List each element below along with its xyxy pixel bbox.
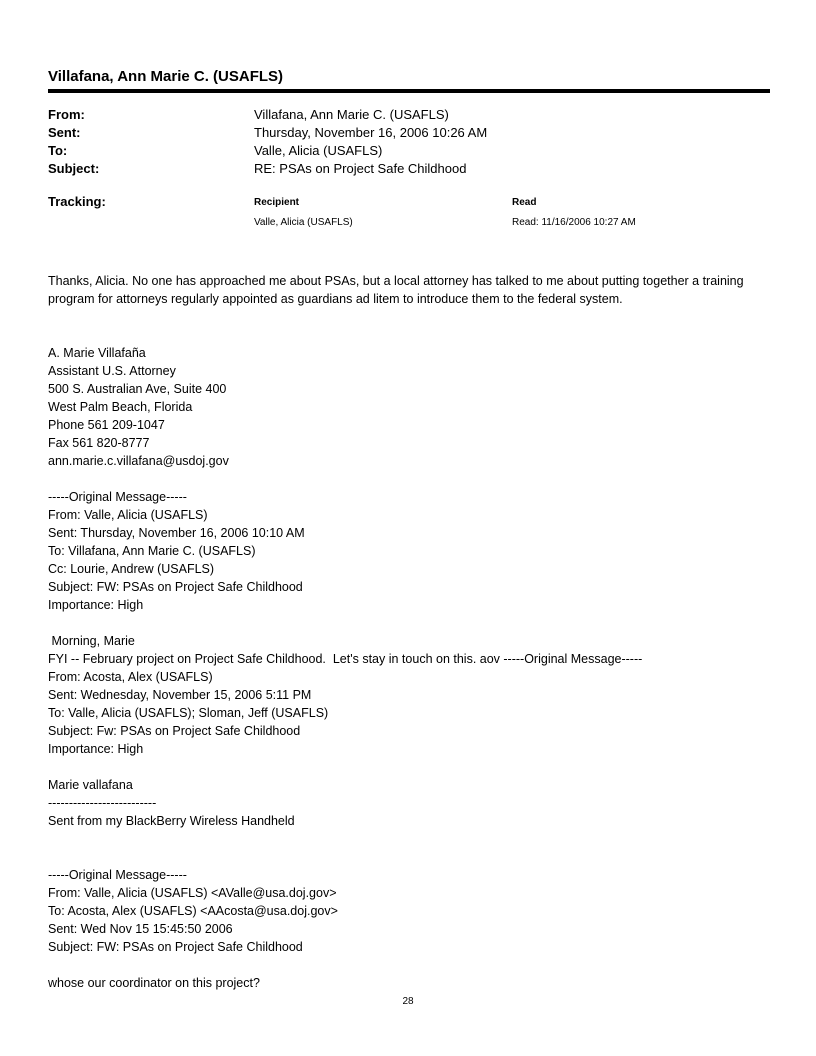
meta-label: Sent: [48, 125, 81, 140]
message-line: To: Acosta, Alex (USAFLS) <AAcosta@usa.doj.gov> [48, 904, 338, 918]
message-line: Sent: Wed Nov 15 15:45:50 2006 [48, 922, 233, 936]
page-number: 28 [402, 996, 414, 1007]
recipient-column-header: Recipient [254, 196, 300, 208]
tracking-row [254, 212, 712, 232]
read-column-header: Read [512, 196, 537, 208]
message-line: FYI -- February project on Project Safe Childhood. Let's stay in touch on this. aov -----Original Message----- [48, 652, 643, 666]
page-title: Villafana, Ann Marie C. (USAFLS) [48, 68, 284, 85]
message-line: Sent from my BlackBerry Wireless Handheld [48, 814, 295, 828]
message-line: -----Original Message----- [48, 490, 187, 504]
message-line: -------------------------- [48, 796, 157, 810]
message-line: Sent: Thursday, November 16, 2006 10:10 AM [48, 526, 305, 540]
message-line: Subject: FW: PSAs on Project Safe Childhood [48, 580, 303, 594]
signature-line: Phone 561 209-1047 [48, 418, 165, 432]
message-line: Subject: FW: PSAs on Project Safe Childhood [48, 940, 303, 954]
signature-line: 500 S. Australian Ave, Suite 400 [48, 382, 227, 396]
email-header [48, 68, 770, 93]
original-message-1 [48, 488, 770, 614]
message-line: Importance: High [48, 598, 144, 612]
message-line: Sent: Wednesday, November 15, 2006 5:11 PM [48, 688, 312, 702]
meta-value: RE: PSAs on Project Safe Childhood [254, 161, 467, 176]
message-line: From: Valle, Alicia (USAFLS) <AValle@usa.doj.gov> [48, 886, 337, 900]
intro-paragraph: Thanks, Alicia. No one has approached me about PSAs, but a local attorney has talked to me about putting together a training program for attorneys regularly appointed as guardians ad litem to introduce them to the federal system. [48, 274, 744, 306]
meta-label: Subject: [48, 161, 100, 176]
tracking-read-status: Read: 11/16/2006 10:27 AM [512, 216, 636, 228]
header-divider [48, 89, 770, 93]
tracking-recipient: Valle, Alicia (USAFLS) [254, 216, 353, 228]
signature-line: A. Marie Villafaña [48, 346, 146, 360]
meta-to [48, 142, 770, 160]
message-body [48, 272, 770, 992]
tracking-header-row [254, 192, 712, 212]
signature-line: West Palm Beach, Florida [48, 400, 193, 414]
message-line: From: Acosta, Alex (USAFLS) [48, 670, 213, 684]
closing-line: whose our coordinator on this project? [48, 976, 260, 990]
signature-block [48, 344, 770, 470]
signature-line: Fax 561 820-8777 [48, 436, 150, 450]
message-line: From: Valle, Alicia (USAFLS) [48, 508, 208, 522]
message-line: Marie vallafana [48, 778, 133, 792]
message-line: Subject: Fw: PSAs on Project Safe Childhood [48, 724, 301, 738]
tracking-table [254, 192, 712, 232]
original-message-3 [48, 866, 770, 956]
meta-value: Valle, Alicia (USAFLS) [254, 143, 383, 158]
meta-value: Villafana, Ann Marie C. (USAFLS) [254, 107, 449, 122]
meta-value: Thursday, November 16, 2006 10:26 AM [254, 125, 488, 140]
signature-email-link[interactable]: ann.marie.c.villafana@usdoj.gov [48, 454, 229, 468]
message-line: Cc: Lourie, Andrew (USAFLS) [48, 562, 215, 576]
message-line: To: Valle, Alicia (USAFLS); Sloman, Jeff (USAFLS) [48, 706, 329, 720]
message-metadata [48, 106, 770, 178]
blackberry-note [48, 776, 770, 830]
message-line: Morning, Marie [48, 634, 135, 648]
meta-from [48, 106, 770, 124]
meta-label: From: [48, 107, 85, 122]
meta-subject [48, 160, 770, 178]
meta-sent [48, 124, 770, 142]
message-line: Importance: High [48, 742, 144, 756]
signature-line: Assistant U.S. Attorney [48, 364, 176, 378]
message-line: -----Original Message----- [48, 868, 187, 882]
meta-label: To: [48, 143, 68, 158]
message-line: To: Villafana, Ann Marie C. (USAFLS) [48, 544, 256, 558]
tracking-label: Tracking: [48, 194, 106, 209]
original-message-2 [48, 632, 770, 758]
